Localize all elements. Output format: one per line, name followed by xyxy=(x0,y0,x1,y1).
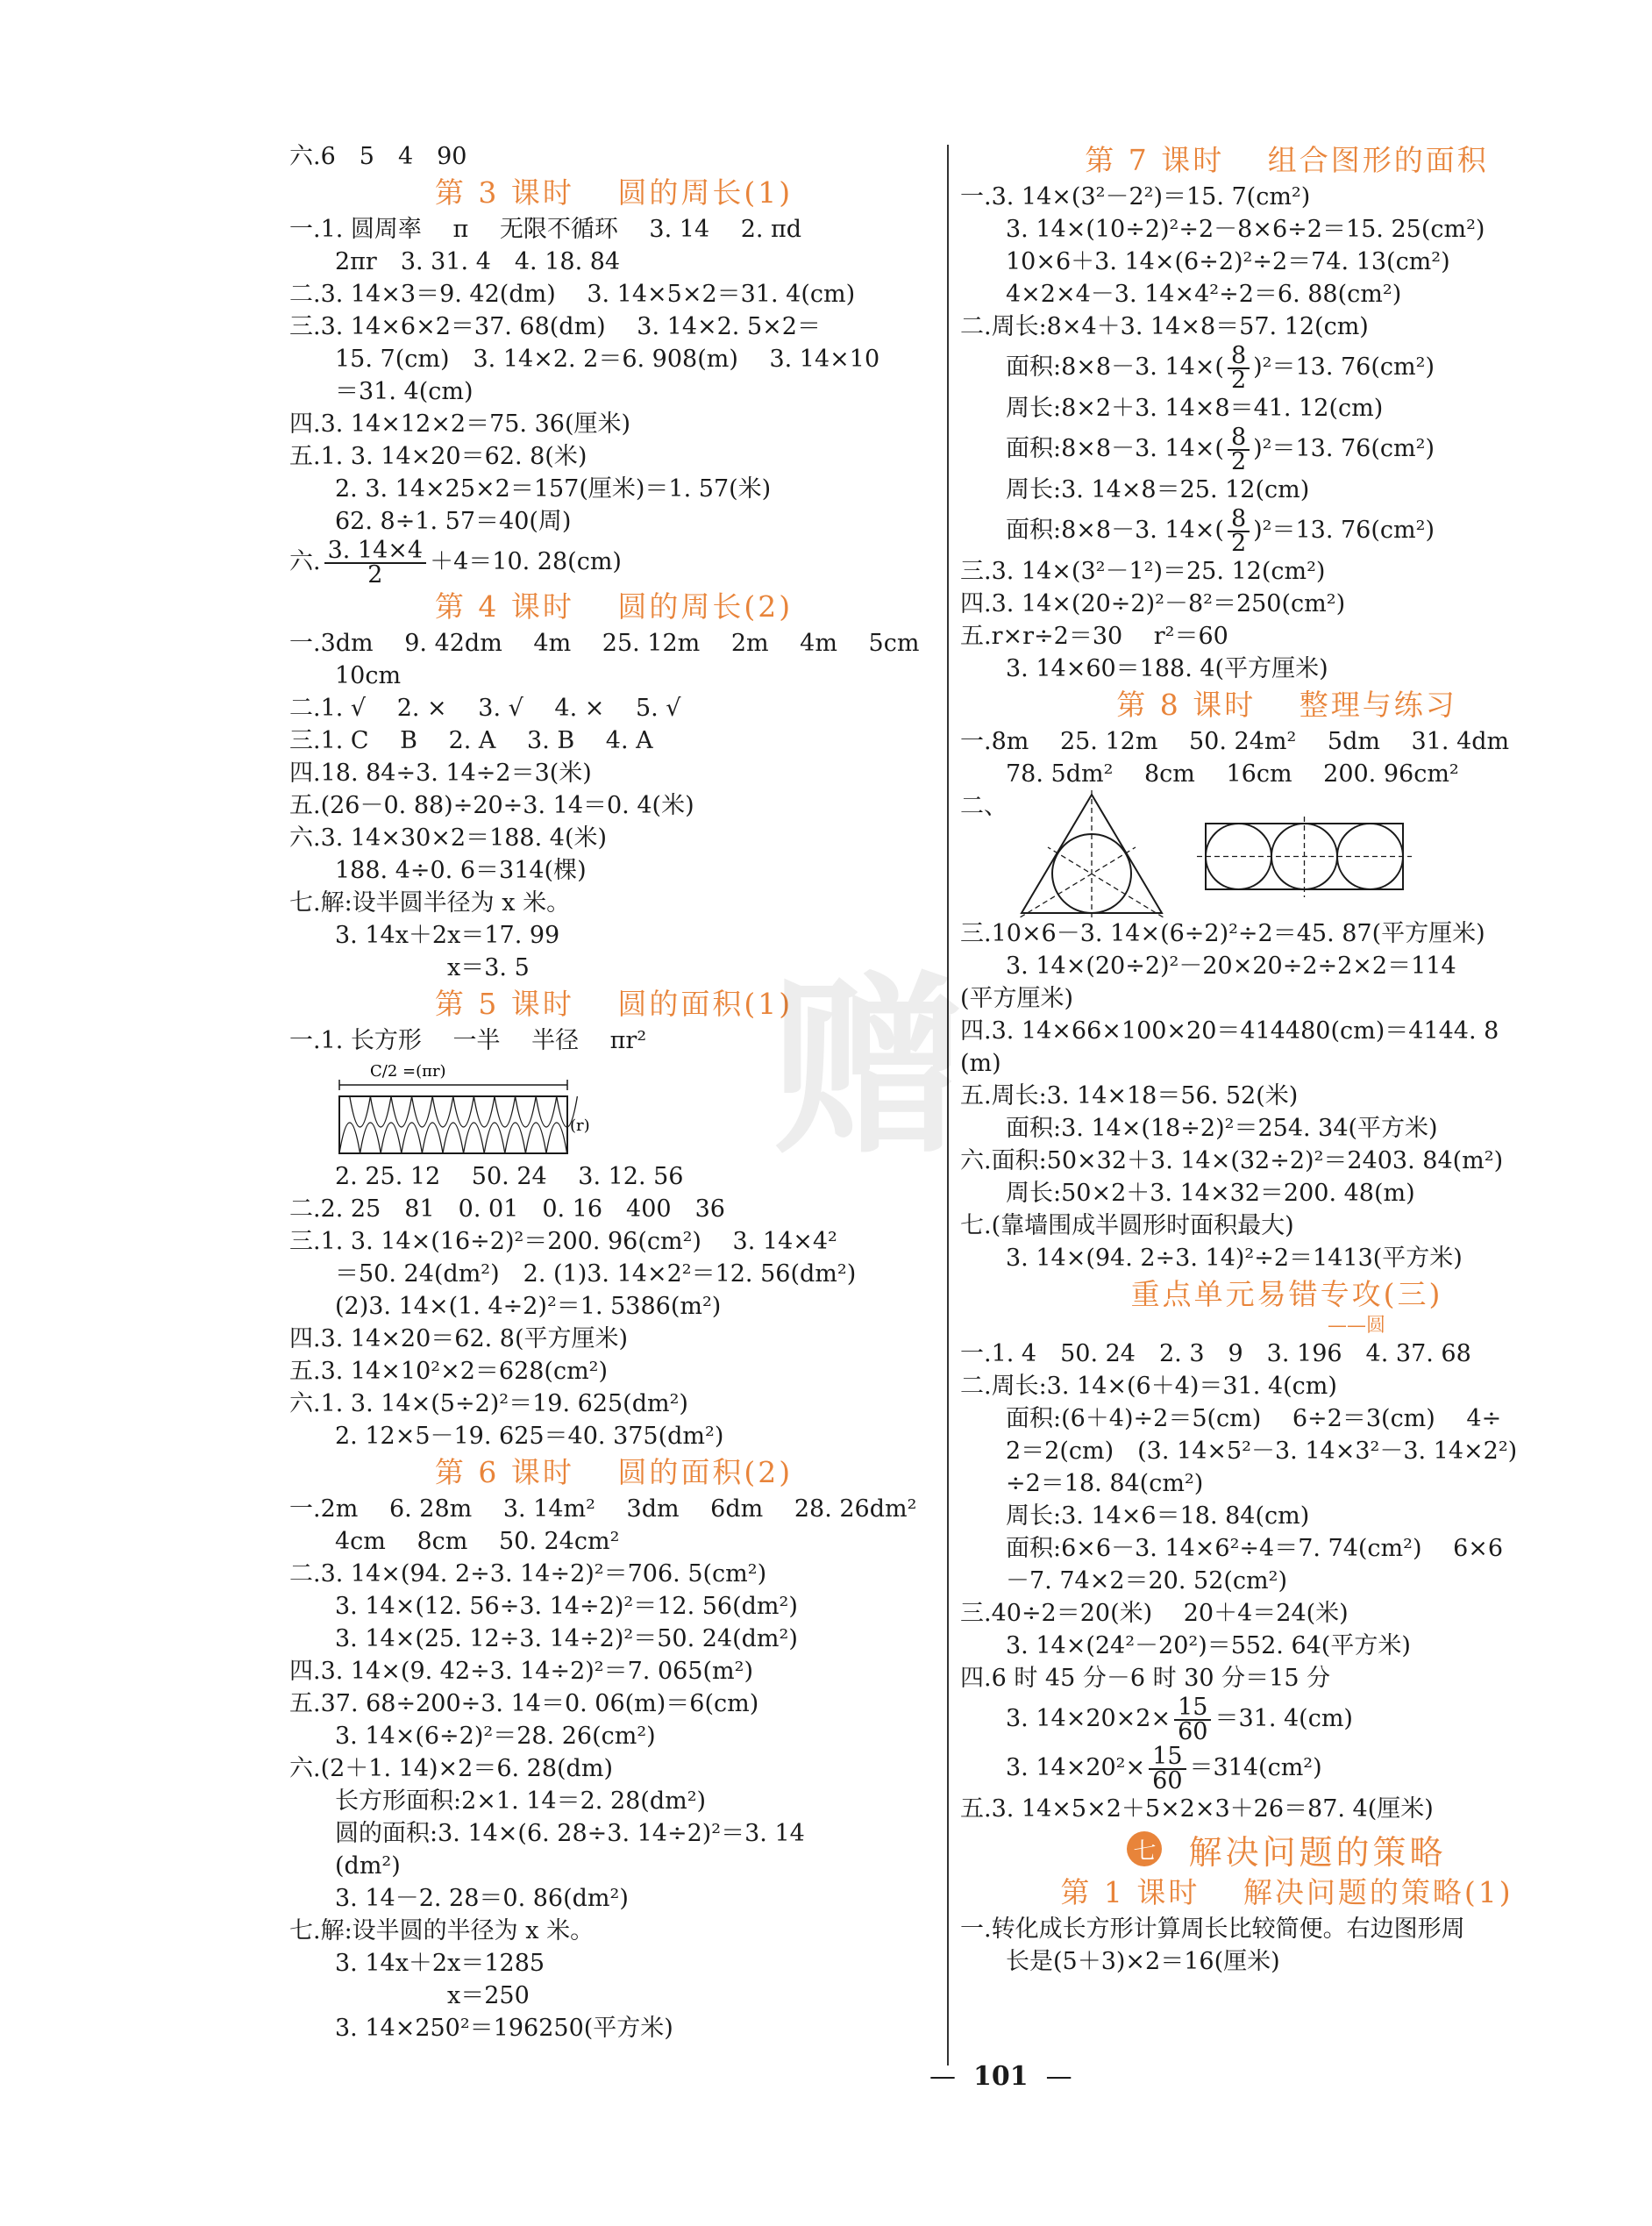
answer-line: 一.转化成长方形计算周长比较简便。右边图形周 xyxy=(960,1916,1465,1943)
fig-sector xyxy=(360,1096,391,1153)
fraction xyxy=(1149,1745,1186,1793)
answer-line-fraction xyxy=(960,425,1613,474)
answer-line: 圆的面积:3. 14×(6. 28÷3. 14÷2)²＝3. 14 xyxy=(335,1820,805,1847)
fraction-prefix: 六. xyxy=(289,548,321,575)
fraction-prefix: 面积:8×8－3. 14×( xyxy=(1006,517,1224,544)
fig-sector xyxy=(422,1096,452,1153)
fig-label-top: C/2 =(πr) xyxy=(370,1062,446,1081)
answer-line: 10cm xyxy=(335,662,402,689)
answer-line-fraction xyxy=(289,538,938,587)
unit-badge: 七 xyxy=(1127,1831,1162,1866)
answer-line: 3. 14×(24²－20²)＝552. 64(平方米) xyxy=(1006,1632,1411,1659)
answer-line: 二.周长:8×4＋3. 14×8＝57. 12(cm) xyxy=(960,313,1369,340)
answer-line: 二.2. 25 81 0. 01 0. 16 400 36 xyxy=(289,1195,725,1223)
answer-line: 三.40÷2＝20(米) 20＋4＝24(米) xyxy=(960,1600,1349,1627)
fraction-numerator: 15 xyxy=(1174,1696,1211,1721)
fraction-suffix: )²＝13. 76(cm²) xyxy=(1253,517,1435,544)
answer-line: 4×2×4－3. 14×4²÷2＝6. 88(cm²) xyxy=(1006,281,1402,308)
answer-line: 一.8m 25. 12m 50. 24m² 5dm 31. 4dm xyxy=(960,728,1510,755)
answer-line: 面积:(6＋4)÷2＝5(cm) 6÷2＝3(cm) 4÷ xyxy=(1006,1405,1502,1432)
fraction-denominator: 2 xyxy=(1230,529,1247,555)
lesson-heading: 第 5 课时 圆的面积(1) xyxy=(434,987,794,1021)
answer-line: 五.3. 14×5×2＋5×2×3＋26＝87. 4(厘米) xyxy=(960,1795,1434,1823)
answer-line-fraction xyxy=(960,1744,1613,1793)
answer-line: 三.1. C B 2. A 3. B 4. A xyxy=(289,727,653,754)
fig-sector xyxy=(484,1096,515,1153)
fraction-denominator: 2 xyxy=(1230,366,1247,392)
fraction xyxy=(1228,426,1250,474)
fraction-suffix: )²＝13. 76(cm²) xyxy=(1253,353,1435,381)
answer-line: 3. 14×(10÷2)²÷2－8×6÷2＝15. 25(cm²) xyxy=(1006,216,1485,243)
answer-line: 六.6 5 4 90 xyxy=(289,143,467,170)
answer-line: 3. 14×(6÷2)²＝28. 26(cm²) xyxy=(335,1723,656,1750)
answer-line: 六.面积:50×32＋3. 14×(32÷2)²＝2403. 84(m²) xyxy=(960,1147,1504,1174)
lesson-heading: 第 6 课时 圆的面积(2) xyxy=(434,1455,794,1489)
answer-line-fraction xyxy=(960,343,1613,392)
answer-line: 一.3. 14×(3²－2²)＝15. 7(cm²) xyxy=(960,183,1311,210)
answer-line: (平方厘米) xyxy=(960,985,1074,1012)
fraction xyxy=(1228,345,1250,392)
fraction-numerator: 8 xyxy=(1228,426,1250,451)
answer-line: 3. 14×(12. 56÷3. 14÷2)²＝12. 56(dm²) xyxy=(335,1593,798,1620)
answer-line: －7. 74×2＝20. 52(cm²) xyxy=(1006,1567,1287,1595)
fig-sector xyxy=(443,1096,474,1153)
fig-label: 二、 xyxy=(960,793,1008,820)
answer-line: 3. 14x＋2x＝17. 99 xyxy=(335,922,560,949)
fig-sector xyxy=(505,1096,536,1153)
answer-line: 七.解:设半圆的半径为 x 米。 xyxy=(289,1917,595,1944)
answer-line: 五.(26－0. 88)÷20÷3. 14＝0. 4(米) xyxy=(289,792,694,819)
answer-line: 五.r×r÷2＝30 r²＝60 xyxy=(960,623,1228,650)
answer-line-fraction xyxy=(960,1694,1613,1744)
watermark: 赠 xyxy=(772,955,965,1180)
answer-line: 周长:8×2＋3. 14×8＝41. 12(cm) xyxy=(1006,395,1384,422)
lesson-heading: 第 4 课时 圆的周长(2) xyxy=(434,589,794,624)
answer-line: 2. 25. 12 50. 24 3. 12. 56 xyxy=(335,1163,684,1190)
answer-line: 四.3. 14×66×100×20＝414480(cm)＝4144. 8 xyxy=(960,1017,1499,1045)
answer-line: 五.周长:3. 14×18＝56. 52(米) xyxy=(960,1082,1299,1109)
answer-line: 二.1. √ 2. × 3. √ 4. × 5. √ xyxy=(289,695,681,722)
fraction xyxy=(324,539,427,587)
answer-line: 3. 14×250²＝196250(平方米) xyxy=(335,2015,673,2042)
answer-line: 62. 8÷1. 57＝40(周) xyxy=(335,508,572,535)
answer-line: 三.3. 14×(3²－1²)＝25. 12(cm²) xyxy=(960,558,1326,585)
answer-line: 一.3dm 9. 42dm 4m 25. 12m 2m 4m 5cm xyxy=(289,630,920,657)
answer-line: 七.(靠墙围成半圆形时面积最大) xyxy=(960,1212,1294,1239)
answer-line: 10×6＋3. 14×(6÷2)²÷2＝74. 13(cm²) xyxy=(1006,248,1450,275)
lesson-heading: 第 7 课时 组合图形的面积 xyxy=(1085,143,1489,177)
answer-line: 周长:3. 14×6＝18. 84(cm) xyxy=(1006,1502,1310,1530)
symmetry-figures xyxy=(960,790,1613,917)
answer-line: 四.18. 84÷3. 14÷2＝3(米) xyxy=(289,760,592,787)
answer-line: 四.3. 14×(9. 42÷3. 14÷2)²＝7. 065(m²) xyxy=(289,1658,753,1685)
fraction-prefix: 面积:8×8－3. 14×( xyxy=(1006,435,1224,462)
right-column xyxy=(960,140,1613,1978)
fraction-prefix: 3. 14×20²× xyxy=(1006,1754,1146,1781)
answer-line-fraction xyxy=(960,506,1613,555)
answer-line: 3. 14×(25. 12÷3. 14÷2)²＝50. 24(dm²) xyxy=(335,1625,798,1652)
answer-line: 一.1. 圆周率 π 无限不循环 3. 14 2. πd xyxy=(289,216,802,243)
answer-line: 一.1. 长方形 一半 半径 πr² xyxy=(289,1027,647,1054)
answer-line: 三.1. 3. 14×(16÷2)²＝200. 96(cm²) 3. 14×4² xyxy=(289,1228,837,1255)
answer-line: 三.10×6－3. 14×(6÷2)²÷2＝45. 87(平方厘米) xyxy=(960,920,1485,947)
fraction-prefix: 3. 14×20×2× xyxy=(1006,1705,1171,1732)
fig-sector xyxy=(381,1096,411,1153)
lesson-heading: 重点单元易错专攻(三) xyxy=(1130,1277,1443,1311)
fraction-numerator: 8 xyxy=(1228,345,1250,369)
answer-line: 五.3. 14×10²×2＝628(cm²) xyxy=(289,1358,609,1385)
fig-axes xyxy=(1013,790,1171,917)
fraction-numerator: 8 xyxy=(1228,508,1250,532)
answer-line: 2πr 3. 31. 4 4. 18. 84 xyxy=(335,248,621,275)
page-number: — 101 — xyxy=(929,2061,1072,2092)
answer-line: 4cm 8cm 50. 24cm² xyxy=(335,1528,620,1555)
fraction-suffix: ＝314(cm²) xyxy=(1189,1754,1322,1781)
answer-line: 五.37. 68÷200÷3. 14＝0. 06(m)＝6(cm) xyxy=(289,1690,759,1717)
answer-line: ＝31. 4(cm) xyxy=(335,378,474,405)
lesson-heading: 第 8 课时 整理与练习 xyxy=(1116,688,1457,722)
answer-line: 二.周长:3. 14×(6＋4)＝31. 4(cm) xyxy=(960,1373,1337,1400)
answer-line: (dm²) xyxy=(335,1852,401,1880)
fig-label-side: (r) xyxy=(570,1117,590,1135)
answer-line: (m) xyxy=(960,1050,1001,1077)
answer-line: ÷2＝18. 84(cm²) xyxy=(1006,1470,1204,1497)
unit-title: 解决问题的策略 xyxy=(1188,1832,1447,1872)
answer-line: 六.1. 3. 14×(5÷2)²＝19. 625(dm²) xyxy=(289,1390,688,1417)
answer-line: 五.1. 3. 14×20＝62. 8(米) xyxy=(289,443,587,470)
fig-sector xyxy=(339,1096,370,1153)
answer-line: x＝250 xyxy=(447,1982,530,2009)
fraction xyxy=(1174,1696,1211,1744)
answer-line: 2. 3. 14×25×2＝157(厘米)＝1. 57(米) xyxy=(335,475,772,503)
answer-line: 2＝2(cm) (3. 14×5²－3. 14×3²－3. 14×2²) xyxy=(1006,1438,1518,1465)
answer-line: 3. 14×(20÷2)²－20×20÷2÷2×2＝114 xyxy=(1006,952,1456,980)
fig-dimension-line xyxy=(339,1080,567,1090)
fraction-numerator: 15 xyxy=(1149,1745,1186,1770)
answer-line: ＝50. 24(dm²) 2. (1)3. 14×2²＝12. 56(dm²) xyxy=(335,1260,857,1288)
fig-sector xyxy=(402,1096,432,1153)
answer-line: 2. 12×5－19. 625＝40. 375(dm²) xyxy=(335,1423,724,1450)
tri-circles-svg xyxy=(1004,790,1530,917)
fraction xyxy=(1228,508,1250,555)
answer-line: 3. 14x＋2x＝1285 xyxy=(335,1950,545,1977)
answer-line: 3. 14－2. 28＝0. 86(dm²) xyxy=(335,1885,629,1912)
fraction-denominator: 2 xyxy=(367,560,383,587)
lesson-heading: 第 3 课时 圆的周长(1) xyxy=(434,175,794,210)
answer-line: 四.6 时 45 分－6 时 30 分＝15 分 xyxy=(960,1665,1331,1692)
fraction-denominator: 2 xyxy=(1230,447,1247,474)
answer-line: 长方形面积:2×1. 14＝2. 28(dm²) xyxy=(335,1787,707,1815)
fig-sector xyxy=(525,1096,556,1153)
answer-line: 二.3. 14×3＝9. 42(dm) 3. 14×5×2＝31. 4(cm) xyxy=(289,281,856,308)
answer-line: 78. 5dm² 8cm 16cm 200. 96cm² xyxy=(1006,760,1459,788)
answer-line: (2)3. 14×(1. 4÷2)²＝1. 5386(m²) xyxy=(335,1293,722,1320)
page-number-text: 101 xyxy=(973,2061,1029,2092)
fig-sector xyxy=(464,1096,495,1153)
answer-line: 四.3. 14×(20÷2)²－8²＝250(cm²) xyxy=(960,590,1346,617)
fig-rect-axes xyxy=(1197,817,1412,897)
fraction-numerator: 3. 14×4 xyxy=(324,539,427,564)
answer-line: 面积:3. 14×(18÷2)²＝254. 34(平方米) xyxy=(1006,1115,1438,1142)
fraction-prefix: 面积:8×8－3. 14×( xyxy=(1006,353,1224,381)
answer-line: 四.3. 14×12×2＝75. 36(厘米) xyxy=(289,410,631,438)
answer-line: 三.3. 14×6×2＝37. 68(dm) 3. 14×2. 5×2＝ xyxy=(289,313,821,340)
answer-line: 一.1. 4 50. 24 2. 3 9 3. 196 4. 37. 68 xyxy=(960,1340,1471,1367)
answer-line: 长是(5＋3)×2＝16(厘米) xyxy=(1006,1948,1280,1975)
fraction-suffix: ＋4＝10. 28(cm) xyxy=(430,548,622,575)
answer-line: 周长:3. 14×8＝25. 12(cm) xyxy=(1006,476,1310,503)
answer-line: x＝3. 5 xyxy=(447,954,530,981)
fraction-suffix: ＝31. 4(cm) xyxy=(1214,1705,1353,1732)
fraction-denominator: 60 xyxy=(1178,1717,1208,1744)
answer-line: 七.解:设半圆半径为 x 米。 xyxy=(289,889,571,917)
unit-heading xyxy=(960,1825,1613,1873)
answer-line: 六.(2＋1. 14)×2＝6. 28(dm) xyxy=(289,1755,613,1782)
answer-line: 面积:6×6－3. 14×6²÷4＝7. 74(cm²) 6×6 xyxy=(1006,1535,1504,1562)
answer-line: 六.3. 14×30×2＝188. 4(米) xyxy=(289,824,608,852)
fraction-denominator: 60 xyxy=(1152,1766,1183,1793)
answer-line: 3. 14×60＝188. 4(平方厘米) xyxy=(1006,655,1328,682)
answer-line: 周长:50×2＋3. 14×32＝200. 48(m) xyxy=(1006,1180,1415,1207)
answer-line: 四.3. 14×20＝62. 8(平方厘米) xyxy=(289,1325,629,1352)
lesson-heading: 第 1 课时 解决问题的策略(1) xyxy=(1060,1875,1513,1909)
lesson-subheading: ——圆 xyxy=(1327,1315,1385,1337)
rect-fan-svg xyxy=(335,1057,598,1160)
fraction-suffix: )²＝13. 76(cm²) xyxy=(1253,435,1435,462)
answer-line: 188. 4÷0. 6＝314(棵) xyxy=(335,857,587,884)
answer-line: 15. 7(cm) 3. 14×2. 2＝6. 908(m) 3. 14×10 xyxy=(335,346,880,373)
answer-line: 3. 14×(94. 2÷3. 14)²÷2＝1413(平方米) xyxy=(1006,1245,1463,1272)
answer-line: 一.2m 6. 28m 3. 14m² 3dm 6dm 28. 26dm² xyxy=(289,1495,917,1523)
answer-line: 二.3. 14×(94. 2÷3. 14÷2)²＝706. 5(cm²) xyxy=(289,1560,767,1587)
